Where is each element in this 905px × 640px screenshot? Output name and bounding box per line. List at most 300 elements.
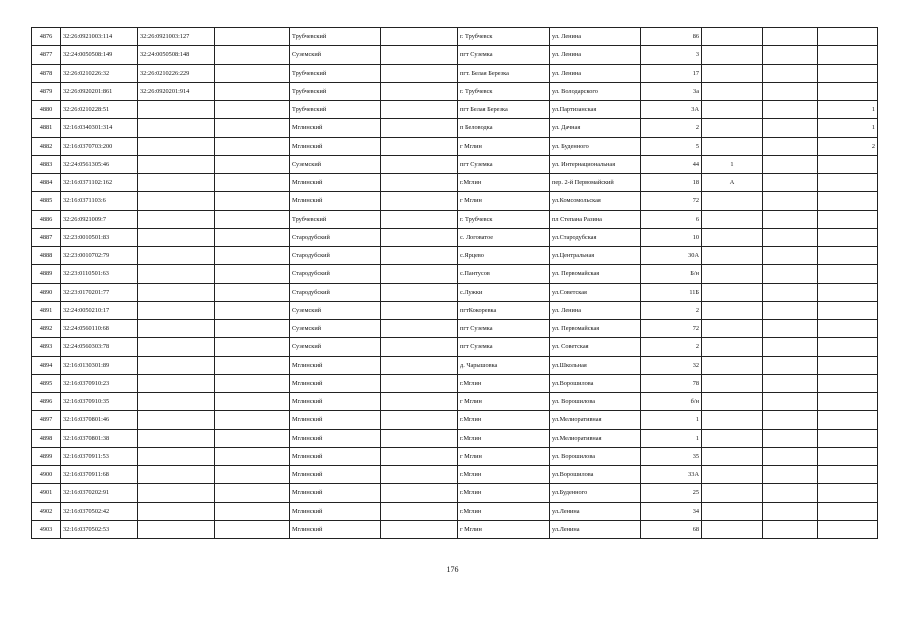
extra-value-cell xyxy=(818,174,878,192)
table-row xyxy=(32,119,878,137)
empty-cell xyxy=(215,320,290,338)
building-letter-cell xyxy=(702,520,763,538)
row-number-cell: 4902 xyxy=(32,502,61,520)
row-number-cell: 4879 xyxy=(32,82,61,100)
cadastral-number-secondary-cell xyxy=(138,247,215,265)
empty-cell xyxy=(381,174,458,192)
extra-value-cell: 1 xyxy=(818,101,878,119)
extra-value-cell xyxy=(818,155,878,173)
extra-value-cell xyxy=(818,64,878,82)
table-row xyxy=(32,502,878,520)
district-cell: Мглинский xyxy=(290,447,381,465)
table-row xyxy=(32,466,878,484)
building-letter-cell xyxy=(702,192,763,210)
row-number-cell: 4892 xyxy=(32,320,61,338)
building-letter-cell xyxy=(702,210,763,228)
locality-cell: г.Мглин xyxy=(458,174,550,192)
page-number: 176 xyxy=(446,565,459,574)
table-row xyxy=(32,64,878,82)
empty-cell xyxy=(215,338,290,356)
street-cell: ул. Ленина xyxy=(550,301,641,319)
empty-cell xyxy=(381,64,458,82)
table-row xyxy=(32,447,878,465)
extra-value-cell xyxy=(818,82,878,100)
empty-cell xyxy=(763,374,818,392)
empty-cell xyxy=(381,137,458,155)
locality-cell: с.Ярцево xyxy=(458,247,550,265)
locality-cell: д. Чарышовка xyxy=(458,356,550,374)
empty-cell xyxy=(763,283,818,301)
empty-cell xyxy=(215,301,290,319)
street-cell: ул. Первомайская xyxy=(550,320,641,338)
street-cell: пл Степана Разина xyxy=(550,210,641,228)
street-cell: ул. Буденного xyxy=(550,137,641,155)
empty-cell xyxy=(215,374,290,392)
house-number-cell: 1 xyxy=(641,429,702,447)
empty-cell xyxy=(763,356,818,374)
empty-cell xyxy=(381,301,458,319)
building-letter-cell xyxy=(702,466,763,484)
building-letter-cell xyxy=(702,429,763,447)
empty-cell xyxy=(763,520,818,538)
empty-cell xyxy=(763,82,818,100)
table-row xyxy=(32,228,878,246)
extra-value-cell xyxy=(818,265,878,283)
extra-value-cell xyxy=(818,484,878,502)
district-cell: Мглинский xyxy=(290,429,381,447)
row-number-cell: 4895 xyxy=(32,374,61,392)
district-cell: Мглинский xyxy=(290,520,381,538)
district-cell: Мглинский xyxy=(290,174,381,192)
empty-cell xyxy=(215,101,290,119)
empty-cell xyxy=(215,447,290,465)
row-number-cell: 4901 xyxy=(32,484,61,502)
district-cell: Суземский xyxy=(290,301,381,319)
row-number-cell: 4887 xyxy=(32,228,61,246)
house-number-cell: 68 xyxy=(641,520,702,538)
row-number-cell: 4883 xyxy=(32,155,61,173)
cadastral-number-cell: 32:24:0561305:46 xyxy=(61,155,138,173)
empty-cell xyxy=(763,320,818,338)
empty-cell xyxy=(763,210,818,228)
cadastral-number-secondary-cell xyxy=(138,192,215,210)
extra-value-cell xyxy=(818,502,878,520)
table-row xyxy=(32,137,878,155)
locality-cell: г Мглин xyxy=(458,520,550,538)
empty-cell xyxy=(381,411,458,429)
house-number-cell: 1 xyxy=(641,411,702,429)
empty-cell xyxy=(381,155,458,173)
cadastral-number-secondary-cell xyxy=(138,320,215,338)
district-cell: Стародубский xyxy=(290,247,381,265)
house-number-cell: 86 xyxy=(641,28,702,46)
empty-cell xyxy=(381,429,458,447)
cadastral-number-secondary-cell xyxy=(138,283,215,301)
street-cell: ул.Центральная xyxy=(550,247,641,265)
locality-cell: г.Мглин xyxy=(458,466,550,484)
cadastral-number-secondary-cell xyxy=(138,447,215,465)
cadastral-number-cell: 32:26:0210228:51 xyxy=(61,101,138,119)
cadastral-number-secondary-cell xyxy=(138,338,215,356)
district-cell: Трубчевский xyxy=(290,82,381,100)
empty-cell xyxy=(763,119,818,137)
extra-value-cell xyxy=(818,447,878,465)
empty-cell xyxy=(215,210,290,228)
district-cell: Трубчевский xyxy=(290,210,381,228)
building-letter-cell xyxy=(702,301,763,319)
house-number-cell: 2 xyxy=(641,119,702,137)
district-cell: Мглинский xyxy=(290,137,381,155)
table-row xyxy=(32,101,878,119)
cadastral-number-cell: 32:26:0921009:7 xyxy=(61,210,138,228)
row-number-cell: 4877 xyxy=(32,46,61,64)
empty-cell xyxy=(381,265,458,283)
cadastral-number-secondary-cell xyxy=(138,137,215,155)
row-number-cell: 4884 xyxy=(32,174,61,192)
empty-cell xyxy=(215,174,290,192)
table-row xyxy=(32,192,878,210)
district-cell: Мглинский xyxy=(290,393,381,411)
extra-value-cell xyxy=(818,411,878,429)
locality-cell: г. Трубчевск xyxy=(458,82,550,100)
district-cell: Мглинский xyxy=(290,192,381,210)
house-number-cell: Б/н xyxy=(641,265,702,283)
locality-cell: с.Лужки xyxy=(458,283,550,301)
street-cell: ул.Ворошилова xyxy=(550,374,641,392)
building-letter-cell xyxy=(702,502,763,520)
cadastral-number-secondary-cell xyxy=(138,174,215,192)
empty-cell xyxy=(763,447,818,465)
row-number-cell: 4894 xyxy=(32,356,61,374)
table-row xyxy=(32,520,878,538)
locality-cell: с.Пантусов xyxy=(458,265,550,283)
empty-cell xyxy=(215,192,290,210)
table-row xyxy=(32,338,878,356)
row-number-cell: 4880 xyxy=(32,101,61,119)
empty-cell xyxy=(215,429,290,447)
street-cell: ул.Стародубская xyxy=(550,228,641,246)
cadastral-number-secondary-cell xyxy=(138,228,215,246)
table-row xyxy=(32,356,878,374)
locality-cell: пгт. Белая Березка xyxy=(458,64,550,82)
extra-value-cell xyxy=(818,520,878,538)
empty-cell xyxy=(381,520,458,538)
cadastral-number-cell: 32:24:0560303:78 xyxy=(61,338,138,356)
house-number-cell: 3А xyxy=(641,101,702,119)
empty-cell xyxy=(381,484,458,502)
empty-cell xyxy=(763,502,818,520)
house-number-cell: 34 xyxy=(641,502,702,520)
table-row xyxy=(32,46,878,64)
empty-cell xyxy=(381,192,458,210)
cadastral-number-cell: 32:23:0010501:83 xyxy=(61,228,138,246)
empty-cell xyxy=(763,28,818,46)
cadastral-number-cell: 32:16:0370801:38 xyxy=(61,429,138,447)
street-cell: ул.Ворошилова xyxy=(550,466,641,484)
building-letter-cell xyxy=(702,411,763,429)
table-row xyxy=(32,265,878,283)
table-body xyxy=(32,28,878,539)
cadastral-number-cell: 32:26:0921003:114 xyxy=(61,28,138,46)
row-number-cell: 4899 xyxy=(32,447,61,465)
district-cell: Стародубский xyxy=(290,265,381,283)
district-cell: Суземский xyxy=(290,155,381,173)
empty-cell xyxy=(215,155,290,173)
empty-cell xyxy=(763,429,818,447)
street-cell: ул. Ленина xyxy=(550,28,641,46)
house-number-cell: 72 xyxy=(641,192,702,210)
house-number-cell: 33А xyxy=(641,466,702,484)
row-number-cell: 4886 xyxy=(32,210,61,228)
cadastral-number-secondary-cell xyxy=(138,374,215,392)
row-number-cell: 4885 xyxy=(32,192,61,210)
building-letter-cell xyxy=(702,320,763,338)
empty-cell xyxy=(763,393,818,411)
house-number-cell: 32 xyxy=(641,356,702,374)
cadastral-number-cell: 32:23:0010702:79 xyxy=(61,247,138,265)
building-letter-cell xyxy=(702,374,763,392)
cadastral-number-cell: 32:16:0370910:23 xyxy=(61,374,138,392)
cadastral-number-cell: 32:16:0370801:46 xyxy=(61,411,138,429)
empty-cell xyxy=(215,283,290,301)
empty-cell xyxy=(215,82,290,100)
cadastral-number-cell: 32:16:0340301:314 xyxy=(61,119,138,137)
extra-value-cell xyxy=(818,192,878,210)
building-letter-cell xyxy=(702,101,763,119)
street-cell: ул.Школьная xyxy=(550,356,641,374)
building-letter-cell xyxy=(702,338,763,356)
house-number-cell: 44 xyxy=(641,155,702,173)
district-cell: Мглинский xyxy=(290,356,381,374)
district-cell: Суземский xyxy=(290,338,381,356)
row-number-cell: 4890 xyxy=(32,283,61,301)
extra-value-cell xyxy=(818,28,878,46)
empty-cell xyxy=(381,283,458,301)
empty-cell xyxy=(215,137,290,155)
extra-value-cell xyxy=(818,228,878,246)
cadastral-number-cell: 32:16:0371102:162 xyxy=(61,174,138,192)
cadastral-number-cell: 32:16:0370703:200 xyxy=(61,137,138,155)
table-row xyxy=(32,484,878,502)
house-number-cell: 10 xyxy=(641,228,702,246)
locality-cell: г Мглин xyxy=(458,393,550,411)
house-number-cell: 72 xyxy=(641,320,702,338)
table-row xyxy=(32,411,878,429)
cadastral-number-secondary-cell: 32:26:0210226:229 xyxy=(138,64,215,82)
locality-cell: г.Мглин xyxy=(458,502,550,520)
locality-cell: пгт Суземка xyxy=(458,46,550,64)
empty-cell xyxy=(381,338,458,356)
empty-cell xyxy=(381,82,458,100)
cadastral-number-cell: 32:16:0370502:53 xyxy=(61,520,138,538)
extra-value-cell xyxy=(818,466,878,484)
building-letter-cell xyxy=(702,137,763,155)
street-cell: ул.Советская xyxy=(550,283,641,301)
cadastral-number-cell: 32:16:0370202:91 xyxy=(61,484,138,502)
house-number-cell: 2 xyxy=(641,301,702,319)
building-letter-cell xyxy=(702,447,763,465)
cadastral-number-secondary-cell xyxy=(138,265,215,283)
building-letter-cell xyxy=(702,228,763,246)
table-row xyxy=(32,374,878,392)
table-row xyxy=(32,393,878,411)
cadastral-number-cell: 32:24:0050508:149 xyxy=(61,46,138,64)
extra-value-cell xyxy=(818,210,878,228)
district-cell: Стародубский xyxy=(290,228,381,246)
empty-cell xyxy=(215,502,290,520)
street-cell: ул.Ленина xyxy=(550,520,641,538)
cadastral-number-secondary-cell: 32:26:0921003:127 xyxy=(138,28,215,46)
table-row xyxy=(32,28,878,46)
extra-value-cell xyxy=(818,283,878,301)
street-cell: ул. Ворошилова xyxy=(550,447,641,465)
cadastral-number-secondary-cell xyxy=(138,429,215,447)
building-letter-cell xyxy=(702,119,763,137)
house-number-cell: 35 xyxy=(641,447,702,465)
street-cell: ул.Партизанская xyxy=(550,101,641,119)
empty-cell xyxy=(381,466,458,484)
empty-cell xyxy=(215,356,290,374)
house-number-cell: 25 xyxy=(641,484,702,502)
district-cell: Трубчевский xyxy=(290,64,381,82)
table-row xyxy=(32,301,878,319)
table-row xyxy=(32,155,878,173)
locality-cell: пгт Суземка xyxy=(458,320,550,338)
street-cell: ул. Интернациональная xyxy=(550,155,641,173)
empty-cell xyxy=(215,520,290,538)
building-letter-cell xyxy=(702,356,763,374)
empty-cell xyxy=(215,393,290,411)
empty-cell xyxy=(763,466,818,484)
cadastral-number-cell: 32:16:0370911:53 xyxy=(61,447,138,465)
cadastral-number-cell: 32:16:0130301:89 xyxy=(61,356,138,374)
empty-cell xyxy=(381,46,458,64)
row-number-cell: 4891 xyxy=(32,301,61,319)
table-row xyxy=(32,283,878,301)
empty-cell xyxy=(215,119,290,137)
extra-value-cell xyxy=(818,429,878,447)
street-cell: ул. Дачная xyxy=(550,119,641,137)
empty-cell xyxy=(381,447,458,465)
cadastral-number-secondary-cell xyxy=(138,210,215,228)
row-number-cell: 4893 xyxy=(32,338,61,356)
empty-cell xyxy=(763,228,818,246)
extra-value-cell xyxy=(818,393,878,411)
table-row xyxy=(32,174,878,192)
cadastral-number-cell: 32:23:0110501:63 xyxy=(61,265,138,283)
cadastral-number-cell: 32:24:0050210:17 xyxy=(61,301,138,319)
cadastral-number-secondary-cell xyxy=(138,466,215,484)
extra-value-cell xyxy=(818,247,878,265)
locality-cell: пгт Суземка xyxy=(458,338,550,356)
house-number-cell: 30А xyxy=(641,247,702,265)
street-cell: ул.Мелиоративная xyxy=(550,411,641,429)
row-number-cell: 4876 xyxy=(32,28,61,46)
empty-cell xyxy=(763,101,818,119)
cadastral-number-secondary-cell xyxy=(138,301,215,319)
table-row xyxy=(32,429,878,447)
empty-cell xyxy=(381,119,458,137)
locality-cell: г.Мглин xyxy=(458,411,550,429)
district-cell: Мглинский xyxy=(290,484,381,502)
street-cell: ул. Ленина xyxy=(550,64,641,82)
street-cell: ул. Ленина xyxy=(550,46,641,64)
building-letter-cell xyxy=(702,393,763,411)
table-row xyxy=(32,82,878,100)
empty-cell xyxy=(215,484,290,502)
house-number-cell: 17 xyxy=(641,64,702,82)
empty-cell xyxy=(763,64,818,82)
empty-cell xyxy=(381,210,458,228)
street-cell: ул. Ворошилова xyxy=(550,393,641,411)
house-number-cell: 5 xyxy=(641,137,702,155)
empty-cell xyxy=(215,247,290,265)
building-letter-cell xyxy=(702,247,763,265)
cadastral-number-secondary-cell xyxy=(138,502,215,520)
empty-cell xyxy=(763,155,818,173)
row-number-cell: 4900 xyxy=(32,466,61,484)
empty-cell xyxy=(763,46,818,64)
row-number-cell: 4888 xyxy=(32,247,61,265)
street-cell: пер. 2-й Первомайский xyxy=(550,174,641,192)
empty-cell xyxy=(381,502,458,520)
empty-cell xyxy=(215,28,290,46)
empty-cell xyxy=(381,374,458,392)
building-letter-cell xyxy=(702,82,763,100)
empty-cell xyxy=(763,247,818,265)
extra-value-cell xyxy=(818,338,878,356)
empty-cell xyxy=(381,228,458,246)
cadastral-number-cell: 32:16:0371103:6 xyxy=(61,192,138,210)
building-letter-cell xyxy=(702,265,763,283)
street-cell: ул. Первомайская xyxy=(550,265,641,283)
row-number-cell: 4896 xyxy=(32,393,61,411)
building-letter-cell xyxy=(702,484,763,502)
cadastral-number-secondary-cell xyxy=(138,155,215,173)
house-number-cell: 3 xyxy=(641,46,702,64)
cadastral-number-secondary-cell xyxy=(138,119,215,137)
empty-cell xyxy=(381,28,458,46)
locality-cell: г.Мглин xyxy=(458,374,550,392)
cadastral-number-secondary-cell xyxy=(138,411,215,429)
extra-value-cell xyxy=(818,46,878,64)
locality-cell: г.Мглин xyxy=(458,429,550,447)
locality-cell: г Мглин xyxy=(458,192,550,210)
building-letter-cell xyxy=(702,46,763,64)
empty-cell xyxy=(763,137,818,155)
locality-cell: г. Трубчевск xyxy=(458,28,550,46)
district-cell: Суземский xyxy=(290,320,381,338)
street-cell: ул.Ленина xyxy=(550,502,641,520)
cadastral-number-secondary-cell xyxy=(138,520,215,538)
empty-cell xyxy=(763,265,818,283)
cadastral-number-cell: 32:24:0560110:68 xyxy=(61,320,138,338)
house-number-cell: 78 xyxy=(641,374,702,392)
district-cell: Стародубский xyxy=(290,283,381,301)
building-letter-cell xyxy=(702,64,763,82)
empty-cell xyxy=(381,247,458,265)
empty-cell xyxy=(215,411,290,429)
empty-cell xyxy=(381,101,458,119)
building-letter-cell: 1 xyxy=(702,155,763,173)
empty-cell xyxy=(215,265,290,283)
building-letter-cell xyxy=(702,283,763,301)
cadastral-number-cell: 32:23:0170201:77 xyxy=(61,283,138,301)
locality-cell: пгт Белая Березка xyxy=(458,101,550,119)
cadastral-number-secondary-cell: 32:26:0920201:914 xyxy=(138,82,215,100)
empty-cell xyxy=(763,484,818,502)
empty-cell xyxy=(215,64,290,82)
